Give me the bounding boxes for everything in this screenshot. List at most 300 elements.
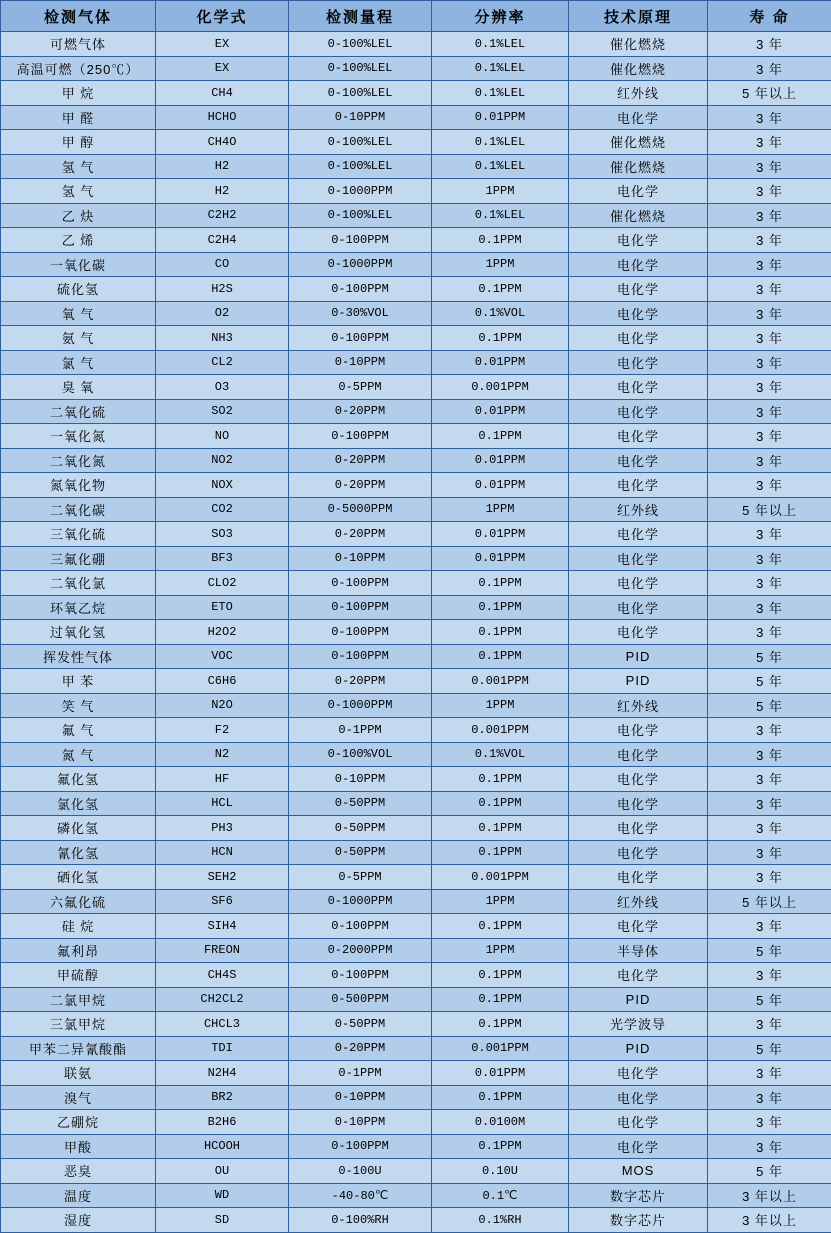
cell-technical-principle: 电化学 — [569, 399, 708, 424]
cell-lifespan: 3 年 — [708, 179, 831, 204]
cell-resolution: 0.001PPM — [432, 669, 569, 694]
column-header-measuring-range: 检测量程 — [289, 1, 432, 32]
cell-gas-name: 氟利昂 — [1, 938, 156, 963]
cell-gas-name: 氯化氢 — [1, 791, 156, 816]
cell-resolution: 0.1%RH — [432, 1208, 569, 1233]
cell-resolution: 1PPM — [432, 889, 569, 914]
cell-lifespan: 3 年 — [708, 791, 831, 816]
table-header — [1, 1, 831, 32]
cell-measuring-range: 0-100%VOL — [289, 742, 432, 767]
cell-lifespan: 3 年 — [708, 571, 831, 596]
cell-resolution: 0.1PPM — [432, 987, 569, 1012]
cell-chemical-formula: C2H4 — [156, 228, 289, 253]
cell-resolution: 0.001PPM — [432, 1036, 569, 1061]
cell-resolution: 0.1PPM — [432, 1134, 569, 1159]
cell-measuring-range: 0-100U — [289, 1159, 432, 1184]
cell-lifespan: 3 年 — [708, 228, 831, 253]
cell-technical-principle: 数字芯片 — [569, 1208, 708, 1233]
cell-technical-principle: 电化学 — [569, 865, 708, 890]
cell-technical-principle: 电化学 — [569, 375, 708, 400]
cell-chemical-formula: SO2 — [156, 399, 289, 424]
cell-lifespan: 5 年 — [708, 693, 831, 718]
cell-technical-principle: 电化学 — [569, 350, 708, 375]
table-body — [1, 32, 831, 1233]
cell-technical-principle: 电化学 — [569, 718, 708, 743]
table-row — [1, 938, 831, 963]
cell-chemical-formula: B2H6 — [156, 1110, 289, 1135]
cell-lifespan: 5 年以上 — [708, 81, 831, 106]
cell-chemical-formula: H2 — [156, 154, 289, 179]
cell-chemical-formula: SF6 — [156, 889, 289, 914]
cell-resolution: 0.10U — [432, 1159, 569, 1184]
cell-technical-principle: PID — [569, 987, 708, 1012]
table-row — [1, 791, 831, 816]
cell-resolution: 0.1%LEL — [432, 130, 569, 155]
cell-measuring-range: 0-100%LEL — [289, 81, 432, 106]
cell-measuring-range: 0-20PPM — [289, 1036, 432, 1061]
cell-gas-name: 氟 气 — [1, 718, 156, 743]
table-row — [1, 350, 831, 375]
table-row — [1, 742, 831, 767]
cell-chemical-formula: OU — [156, 1159, 289, 1184]
cell-technical-principle: 光学波导 — [569, 1012, 708, 1037]
table-row — [1, 865, 831, 890]
cell-technical-principle: 电化学 — [569, 816, 708, 841]
cell-technical-principle: 电化学 — [569, 914, 708, 939]
cell-resolution: 0.0100M — [432, 1110, 569, 1135]
cell-technical-principle: 电化学 — [569, 228, 708, 253]
cell-technical-principle: 电化学 — [569, 1085, 708, 1110]
cell-gas-name: 一氧化碳 — [1, 252, 156, 277]
cell-measuring-range: 0-30%VOL — [289, 301, 432, 326]
cell-chemical-formula: H2S — [156, 277, 289, 302]
column-header-technical-principle: 技术原理 — [569, 1, 708, 32]
cell-measuring-range: 0-10PPM — [289, 105, 432, 130]
cell-measuring-range: 0-10PPM — [289, 350, 432, 375]
cell-measuring-range: 0-10PPM — [289, 1110, 432, 1135]
table-row — [1, 56, 831, 81]
cell-technical-principle: 电化学 — [569, 840, 708, 865]
cell-gas-name: 氢 气 — [1, 154, 156, 179]
cell-technical-principle: 电化学 — [569, 105, 708, 130]
cell-resolution: 0.1PPM — [432, 571, 569, 596]
cell-chemical-formula: O3 — [156, 375, 289, 400]
cell-measuring-range: 0-100PPM — [289, 644, 432, 669]
cell-resolution: 0.1PPM — [432, 816, 569, 841]
cell-measuring-range: 0-10PPM — [289, 546, 432, 571]
table-row — [1, 1012, 831, 1037]
cell-lifespan: 3 年 — [708, 301, 831, 326]
cell-lifespan: 3 年 — [708, 105, 831, 130]
cell-gas-name: 环氧乙烷 — [1, 595, 156, 620]
cell-lifespan: 3 年 — [708, 252, 831, 277]
cell-resolution: 0.1%LEL — [432, 203, 569, 228]
cell-technical-principle: 电化学 — [569, 1061, 708, 1086]
cell-resolution: 0.1%VOL — [432, 742, 569, 767]
cell-resolution: 0.001PPM — [432, 865, 569, 890]
cell-gas-name: 溴气 — [1, 1085, 156, 1110]
cell-gas-name: 乙 炔 — [1, 203, 156, 228]
cell-chemical-formula: HF — [156, 767, 289, 792]
cell-gas-name: 硅 烷 — [1, 914, 156, 939]
cell-lifespan: 3 年 — [708, 816, 831, 841]
cell-measuring-range: 0-10PPM — [289, 767, 432, 792]
cell-resolution: 0.1%LEL — [432, 32, 569, 57]
cell-lifespan: 3 年 — [708, 865, 831, 890]
cell-chemical-formula: CHCL3 — [156, 1012, 289, 1037]
cell-chemical-formula: O2 — [156, 301, 289, 326]
cell-gas-name: 臭 氧 — [1, 375, 156, 400]
cell-chemical-formula: CLO2 — [156, 571, 289, 596]
cell-measuring-range: 0-1000PPM — [289, 889, 432, 914]
cell-chemical-formula: H2O2 — [156, 620, 289, 645]
cell-chemical-formula: NO — [156, 424, 289, 449]
cell-resolution: 0.1PPM — [432, 963, 569, 988]
cell-resolution: 0.01PPM — [432, 448, 569, 473]
cell-gas-name: 乙 烯 — [1, 228, 156, 253]
column-header-gas-name: 检测气体 — [1, 1, 156, 32]
cell-chemical-formula: CH2CL2 — [156, 987, 289, 1012]
cell-chemical-formula: EX — [156, 56, 289, 81]
cell-technical-principle: 电化学 — [569, 301, 708, 326]
table-row — [1, 718, 831, 743]
cell-gas-name: 二氧化氯 — [1, 571, 156, 596]
cell-lifespan: 5 年 — [708, 644, 831, 669]
cell-resolution: 0.1PPM — [432, 595, 569, 620]
cell-technical-principle: 催化燃烧 — [569, 32, 708, 57]
table-row — [1, 375, 831, 400]
cell-measuring-range: 0-50PPM — [289, 816, 432, 841]
cell-technical-principle: 电化学 — [569, 595, 708, 620]
cell-lifespan: 5 年以上 — [708, 497, 831, 522]
cell-lifespan: 3 年 — [708, 742, 831, 767]
cell-measuring-range: 0-100%LEL — [289, 32, 432, 57]
cell-lifespan: 5 年 — [708, 1036, 831, 1061]
table-row — [1, 546, 831, 571]
cell-chemical-formula: HCL — [156, 791, 289, 816]
cell-chemical-formula: C6H6 — [156, 669, 289, 694]
column-header-lifespan: 寿 命 — [708, 1, 831, 32]
cell-gas-name: 甲苯二异氰酸酯 — [1, 1036, 156, 1061]
cell-gas-name: 甲 苯 — [1, 669, 156, 694]
cell-gas-name: 甲 醇 — [1, 130, 156, 155]
cell-measuring-range: 0-1000PPM — [289, 252, 432, 277]
cell-chemical-formula: PH3 — [156, 816, 289, 841]
table-row — [1, 326, 831, 351]
cell-gas-name: 氢 气 — [1, 179, 156, 204]
cell-measuring-range: 0-2000PPM — [289, 938, 432, 963]
cell-gas-name: 恶臭 — [1, 1159, 156, 1184]
cell-lifespan: 3 年 — [708, 326, 831, 351]
cell-lifespan: 3 年 — [708, 718, 831, 743]
cell-resolution: 0.1PPM — [432, 424, 569, 449]
cell-gas-name: 笑 气 — [1, 693, 156, 718]
table-row — [1, 1183, 831, 1208]
cell-resolution: 0.1%LEL — [432, 81, 569, 106]
cell-measuring-range: 0-50PPM — [289, 1012, 432, 1037]
cell-lifespan: 3 年 — [708, 399, 831, 424]
cell-measuring-range: 0-1PPM — [289, 718, 432, 743]
table-row — [1, 252, 831, 277]
table-row — [1, 179, 831, 204]
cell-lifespan: 3 年 — [708, 130, 831, 155]
cell-measuring-range: 0-20PPM — [289, 399, 432, 424]
cell-gas-name: 六氟化硫 — [1, 889, 156, 914]
cell-resolution: 1PPM — [432, 497, 569, 522]
cell-chemical-formula: N2O — [156, 693, 289, 718]
table-row — [1, 669, 831, 694]
table-row — [1, 277, 831, 302]
cell-measuring-range: -40-80℃ — [289, 1183, 432, 1208]
cell-chemical-formula: BR2 — [156, 1085, 289, 1110]
table-row — [1, 1036, 831, 1061]
cell-technical-principle: 催化燃烧 — [569, 56, 708, 81]
cell-technical-principle: 红外线 — [569, 81, 708, 106]
cell-measuring-range: 0-100PPM — [289, 326, 432, 351]
cell-gas-name: 磷化氢 — [1, 816, 156, 841]
cell-resolution: 0.1PPM — [432, 620, 569, 645]
cell-resolution: 0.1PPM — [432, 840, 569, 865]
cell-measuring-range: 0-5PPM — [289, 865, 432, 890]
cell-gas-name: 氨 气 — [1, 326, 156, 351]
table-row — [1, 620, 831, 645]
cell-technical-principle: 红外线 — [569, 693, 708, 718]
cell-chemical-formula: EX — [156, 32, 289, 57]
cell-lifespan: 3 年 — [708, 448, 831, 473]
cell-chemical-formula: NH3 — [156, 326, 289, 351]
cell-resolution: 1PPM — [432, 693, 569, 718]
cell-lifespan: 3 年 — [708, 1085, 831, 1110]
cell-technical-principle: PID — [569, 1036, 708, 1061]
cell-chemical-formula: CH4O — [156, 130, 289, 155]
cell-technical-principle: 电化学 — [569, 620, 708, 645]
cell-technical-principle: 电化学 — [569, 571, 708, 596]
cell-gas-name: 三氧化硫 — [1, 522, 156, 547]
table-row — [1, 1110, 831, 1135]
table-row — [1, 399, 831, 424]
table-row — [1, 203, 831, 228]
cell-chemical-formula: NOX — [156, 473, 289, 498]
cell-lifespan: 3 年 — [708, 1012, 831, 1037]
cell-chemical-formula: SIH4 — [156, 914, 289, 939]
cell-lifespan: 3 年 — [708, 914, 831, 939]
cell-resolution: 0.01PPM — [432, 522, 569, 547]
cell-chemical-formula: SEH2 — [156, 865, 289, 890]
cell-lifespan: 3 年 — [708, 620, 831, 645]
cell-measuring-range: 0-5000PPM — [289, 497, 432, 522]
cell-lifespan: 3 年 — [708, 56, 831, 81]
cell-resolution: 1PPM — [432, 179, 569, 204]
cell-gas-name: 甲酸 — [1, 1134, 156, 1159]
table-row — [1, 644, 831, 669]
table-row — [1, 301, 831, 326]
cell-lifespan: 3 年 — [708, 595, 831, 620]
cell-measuring-range: 0-100PPM — [289, 571, 432, 596]
table-row — [1, 32, 831, 57]
cell-lifespan: 5 年 — [708, 669, 831, 694]
cell-technical-principle: 电化学 — [569, 326, 708, 351]
cell-chemical-formula: TDI — [156, 1036, 289, 1061]
cell-resolution: 0.01PPM — [432, 105, 569, 130]
cell-lifespan: 3 年 — [708, 546, 831, 571]
cell-measuring-range: 0-100%LEL — [289, 130, 432, 155]
cell-gas-name: 二氯甲烷 — [1, 987, 156, 1012]
cell-gas-name: 甲硫醇 — [1, 963, 156, 988]
cell-resolution: 0.1PPM — [432, 326, 569, 351]
cell-gas-name: 二氧化碳 — [1, 497, 156, 522]
cell-gas-name: 挥发性气体 — [1, 644, 156, 669]
cell-resolution: 0.01PPM — [432, 399, 569, 424]
cell-measuring-range: 0-100PPM — [289, 595, 432, 620]
cell-technical-principle: 电化学 — [569, 424, 708, 449]
cell-measuring-range: 0-100%LEL — [289, 56, 432, 81]
cell-resolution: 0.1PPM — [432, 644, 569, 669]
table-row — [1, 1061, 831, 1086]
cell-chemical-formula: HCOOH — [156, 1134, 289, 1159]
cell-gas-name: 二氧化氮 — [1, 448, 156, 473]
table-row — [1, 81, 831, 106]
cell-gas-name: 三氟化硼 — [1, 546, 156, 571]
cell-technical-principle: 催化燃烧 — [569, 203, 708, 228]
cell-lifespan: 5 年 — [708, 987, 831, 1012]
cell-gas-name: 甲 醛 — [1, 105, 156, 130]
cell-lifespan: 3 年 — [708, 350, 831, 375]
cell-technical-principle: 电化学 — [569, 791, 708, 816]
cell-lifespan: 3 年 — [708, 375, 831, 400]
cell-chemical-formula: CH4S — [156, 963, 289, 988]
cell-chemical-formula: ETO — [156, 595, 289, 620]
cell-resolution: 0.1%VOL — [432, 301, 569, 326]
cell-lifespan: 3 年 — [708, 963, 831, 988]
table-row — [1, 1134, 831, 1159]
cell-chemical-formula: N2 — [156, 742, 289, 767]
cell-lifespan: 3 年 — [708, 767, 831, 792]
table-row — [1, 693, 831, 718]
cell-gas-name: 温度 — [1, 1183, 156, 1208]
cell-technical-principle: 红外线 — [569, 497, 708, 522]
cell-technical-principle: PID — [569, 644, 708, 669]
cell-lifespan: 3 年 — [708, 1110, 831, 1135]
cell-technical-principle: 电化学 — [569, 963, 708, 988]
cell-chemical-formula: SO3 — [156, 522, 289, 547]
cell-measuring-range: 0-1000PPM — [289, 179, 432, 204]
cell-technical-principle: 电化学 — [569, 1110, 708, 1135]
table-row — [1, 448, 831, 473]
cell-measuring-range: 0-100PPM — [289, 277, 432, 302]
cell-resolution: 0.1PPM — [432, 791, 569, 816]
cell-technical-principle: 电化学 — [569, 767, 708, 792]
cell-gas-name: 过氧化氢 — [1, 620, 156, 645]
cell-gas-name: 高温可燃（250℃） — [1, 56, 156, 81]
cell-resolution: 0.1℃ — [432, 1183, 569, 1208]
cell-chemical-formula: N2H4 — [156, 1061, 289, 1086]
cell-lifespan: 3 年 — [708, 32, 831, 57]
cell-gas-name: 二氧化硫 — [1, 399, 156, 424]
cell-gas-name: 氮氧化物 — [1, 473, 156, 498]
table-row — [1, 1085, 831, 1110]
cell-chemical-formula: CO2 — [156, 497, 289, 522]
table-row — [1, 154, 831, 179]
cell-resolution: 0.1%LEL — [432, 154, 569, 179]
cell-gas-name: 甲 烷 — [1, 81, 156, 106]
cell-measuring-range: 0-100%LEL — [289, 203, 432, 228]
cell-gas-name: 乙硼烷 — [1, 1110, 156, 1135]
cell-resolution: 0.1PPM — [432, 1085, 569, 1110]
cell-technical-principle: 电化学 — [569, 473, 708, 498]
cell-measuring-range: 0-50PPM — [289, 840, 432, 865]
cell-technical-principle: 电化学 — [569, 742, 708, 767]
cell-lifespan: 3 年以上 — [708, 1183, 831, 1208]
table-row — [1, 767, 831, 792]
table-row — [1, 840, 831, 865]
cell-measuring-range: 0-100PPM — [289, 1134, 432, 1159]
cell-lifespan: 3 年 — [708, 473, 831, 498]
cell-measuring-range: 0-1PPM — [289, 1061, 432, 1086]
cell-gas-name: 氮 气 — [1, 742, 156, 767]
table-row — [1, 571, 831, 596]
cell-lifespan: 3 年 — [708, 424, 831, 449]
cell-chemical-formula: NO2 — [156, 448, 289, 473]
cell-resolution: 0.1PPM — [432, 914, 569, 939]
table-row — [1, 816, 831, 841]
cell-measuring-range: 0-100PPM — [289, 963, 432, 988]
cell-technical-principle: 电化学 — [569, 179, 708, 204]
cell-technical-principle: 电化学 — [569, 448, 708, 473]
cell-gas-name: 硫化氢 — [1, 277, 156, 302]
cell-measuring-range: 0-50PPM — [289, 791, 432, 816]
cell-measuring-range: 0-100%LEL — [289, 154, 432, 179]
table-row — [1, 889, 831, 914]
cell-resolution: 0.001PPM — [432, 718, 569, 743]
cell-lifespan: 3 年 — [708, 840, 831, 865]
table-row — [1, 522, 831, 547]
cell-technical-principle: PID — [569, 669, 708, 694]
table-row — [1, 914, 831, 939]
table-row — [1, 424, 831, 449]
table-row — [1, 1159, 831, 1184]
cell-technical-principle: 催化燃烧 — [569, 154, 708, 179]
table-row — [1, 105, 831, 130]
cell-resolution: 0.01PPM — [432, 473, 569, 498]
cell-resolution: 1PPM — [432, 938, 569, 963]
cell-resolution: 0.1PPM — [432, 1012, 569, 1037]
cell-gas-name: 氟化氢 — [1, 767, 156, 792]
cell-measuring-range: 0-10PPM — [289, 1085, 432, 1110]
cell-gas-name: 湿度 — [1, 1208, 156, 1233]
cell-measuring-range: 0-100PPM — [289, 620, 432, 645]
cell-measuring-range: 0-20PPM — [289, 522, 432, 547]
cell-resolution: 1PPM — [432, 252, 569, 277]
cell-measuring-range: 0-100PPM — [289, 228, 432, 253]
cell-measuring-range: 0-1000PPM — [289, 693, 432, 718]
cell-gas-name: 氰化氢 — [1, 840, 156, 865]
cell-lifespan: 3 年以上 — [708, 1208, 831, 1233]
cell-gas-name: 氯 气 — [1, 350, 156, 375]
cell-chemical-formula: CH4 — [156, 81, 289, 106]
cell-resolution: 0.01PPM — [432, 350, 569, 375]
cell-technical-principle: 电化学 — [569, 1134, 708, 1159]
table-row — [1, 963, 831, 988]
cell-chemical-formula: CO — [156, 252, 289, 277]
table-row — [1, 595, 831, 620]
table-row — [1, 497, 831, 522]
cell-measuring-range: 0-500PPM — [289, 987, 432, 1012]
cell-technical-principle: 红外线 — [569, 889, 708, 914]
cell-lifespan: 5 年 — [708, 1159, 831, 1184]
cell-lifespan: 3 年 — [708, 1134, 831, 1159]
cell-lifespan: 3 年 — [708, 522, 831, 547]
table-row — [1, 1208, 831, 1233]
